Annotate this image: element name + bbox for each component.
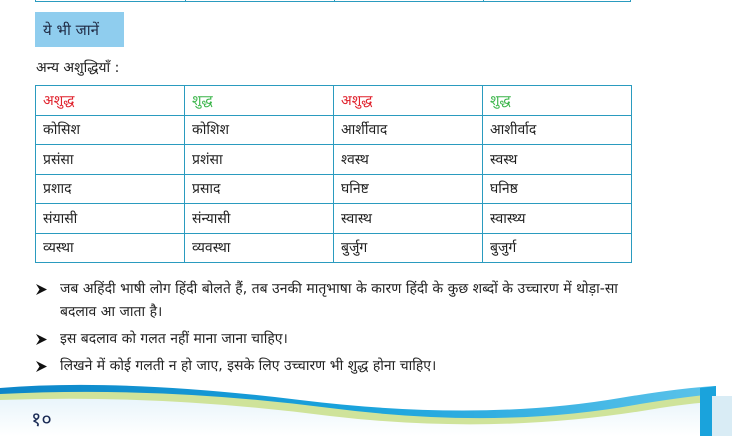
table-cell: प्रसंसा: [36, 145, 185, 175]
table-cell: आर्शीवाद: [334, 115, 483, 145]
table-cell: बुर्जुग: [334, 233, 483, 263]
table-cell: प्रसाद: [185, 174, 334, 204]
callout-title: ये भी जानें: [43, 20, 100, 39]
header-incorrect: अशुद्ध: [334, 86, 483, 116]
page-number: १०: [31, 407, 52, 431]
table-cell: प्रशंसा: [185, 145, 334, 175]
table-cell: व्यस्था: [36, 233, 185, 263]
list-item: [36, 278, 636, 324]
table-header-row: [36, 86, 632, 116]
table-cell: कोसिश: [36, 115, 185, 145]
callout-box: [35, 12, 124, 47]
table-cell: संन्यासी: [185, 204, 334, 234]
table-row: [36, 174, 632, 204]
header-correct: शुद्ध: [483, 86, 632, 116]
footer-wave-decoration: [0, 378, 732, 436]
table-cell: स्वास्थ: [334, 204, 483, 234]
arrow-bullet-icon: [36, 284, 47, 295]
table-row: [36, 115, 632, 145]
table-cell: स्वस्थ: [483, 145, 632, 175]
table-cell: कोशिश: [185, 115, 334, 145]
table-row: [36, 233, 632, 263]
previous-table-bottom: [35, 0, 631, 2]
table-cell: घनिष्ठ: [483, 174, 632, 204]
intro-text: अन्य अशुद्धियाँ :: [36, 60, 120, 76]
table-cell: बुजुर्ग: [483, 233, 632, 263]
table-cell: व्यवस्था: [185, 233, 334, 263]
table-cell: संयासी: [36, 204, 185, 234]
list-item-text: जब अहिंदी भाषी लोग हिंदी बोलते हैं, तब उनकी मातृभाषा के कारण हिंदी के कुछ शब्दों के उच्चारण में थोड़ा-सा बदलाव आ जाता है।: [60, 281, 618, 320]
list-item-text: इस बदलाव को गलत नहीं माना जाना चाहिए।: [60, 331, 288, 347]
list-item: [36, 355, 636, 378]
spelling-table: [35, 85, 632, 263]
bullet-list: [36, 278, 636, 382]
list-item: [36, 328, 636, 351]
table-row: [36, 204, 632, 234]
table-cell: प्रशाद: [36, 174, 185, 204]
arrow-bullet-icon: [36, 334, 47, 345]
table-cell: स्वास्थ्य: [483, 204, 632, 234]
header-incorrect: अशुद्ध: [36, 86, 185, 116]
table-cell: घनिष्ट: [334, 174, 483, 204]
arrow-bullet-icon: [36, 361, 47, 372]
table-row: [36, 145, 632, 175]
header-correct: शुद्ध: [185, 86, 334, 116]
table-cell: श्वस्थ: [334, 145, 483, 175]
table-cell: आशीर्वाद: [483, 115, 632, 145]
list-item-text: लिखने में कोई गलती न हो जाए, इसके लिए उच्चारण भी शुद्ध होना चाहिए।: [60, 358, 437, 374]
